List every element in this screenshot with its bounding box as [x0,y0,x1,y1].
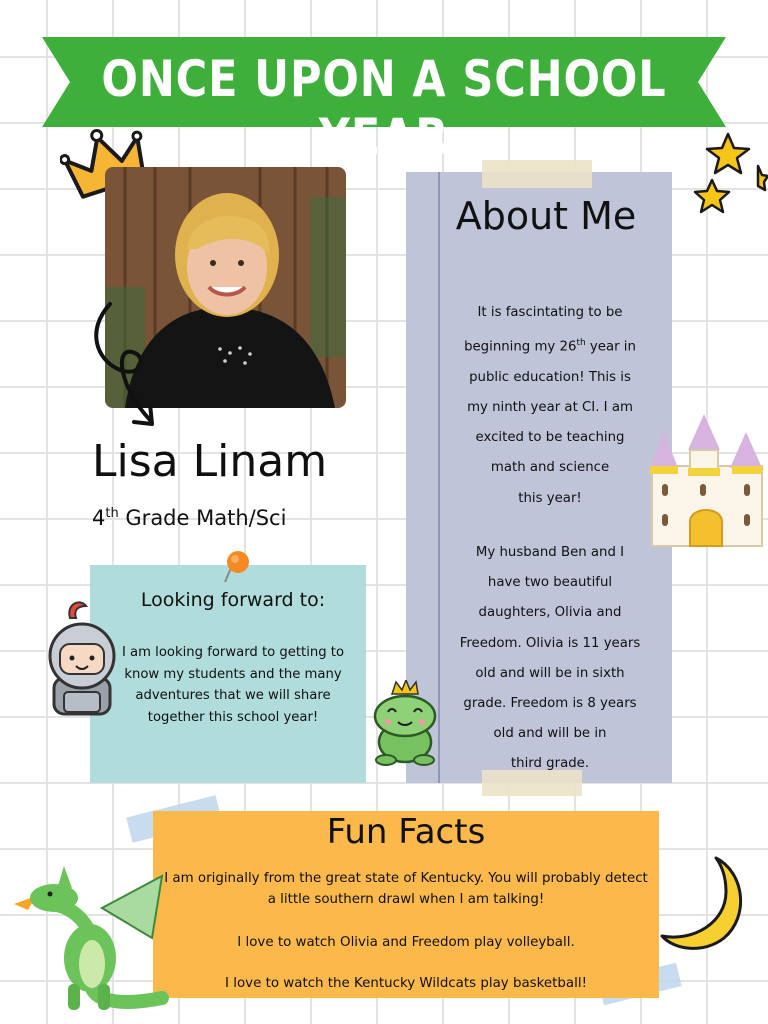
teacher-role [92,506,352,530]
about-text-part: It is fascintating to be beginning my 26 [464,305,623,355]
about-me-paragraph-2: My husband Ben and I have two beautiful daughters, Olivia and Freedom. Olivia is 11 years old and will be in sixth grade. Freedom is 8 years old and will be in third grade. [459,545,641,772]
arrow-icon [90,300,170,436]
fun-fact-2: I love to watch Olivia and Freedom play volleyball. [237,935,575,950]
fun-facts-heading: Fun Facts [326,812,486,852]
frog-icon [370,680,440,766]
castle-icon [646,410,768,550]
moon-icon [654,852,754,956]
subject: Grade Math/Sci [125,506,287,530]
about-me-paragraph-1 [440,298,660,514]
page-title: ONCE UPON A SCHOOL YEAR [101,50,667,166]
grade-suffix: th [105,506,119,521]
teacher-name: Lisa Linam [92,436,328,487]
looking-forward-heading: Looking forward to: [140,589,326,611]
grade-number: 4 [92,506,106,530]
dragon-icon [12,848,172,1014]
about-text-part: year in public education! This is my ninth year at CI. I am excited to be teaching math and science this year! [467,339,636,506]
knight-icon [40,596,124,722]
tape-top [482,160,592,188]
about-me-heading: About Me [455,194,637,238]
looking-forward-text: I am looking forward to getting to know my students and the many adventures that we will share together this school year! [121,645,345,725]
pushpin-icon [222,548,252,584]
about-superscript: th [576,338,586,349]
star-icon [688,128,768,228]
fun-fact-3: I love to watch the Kentucky Wildcats play basketball! [225,976,587,991]
fun-fact-1: I am originally from the great state of Kentucky. You will probably detect a little southern drawl when I am talking! [164,871,648,907]
